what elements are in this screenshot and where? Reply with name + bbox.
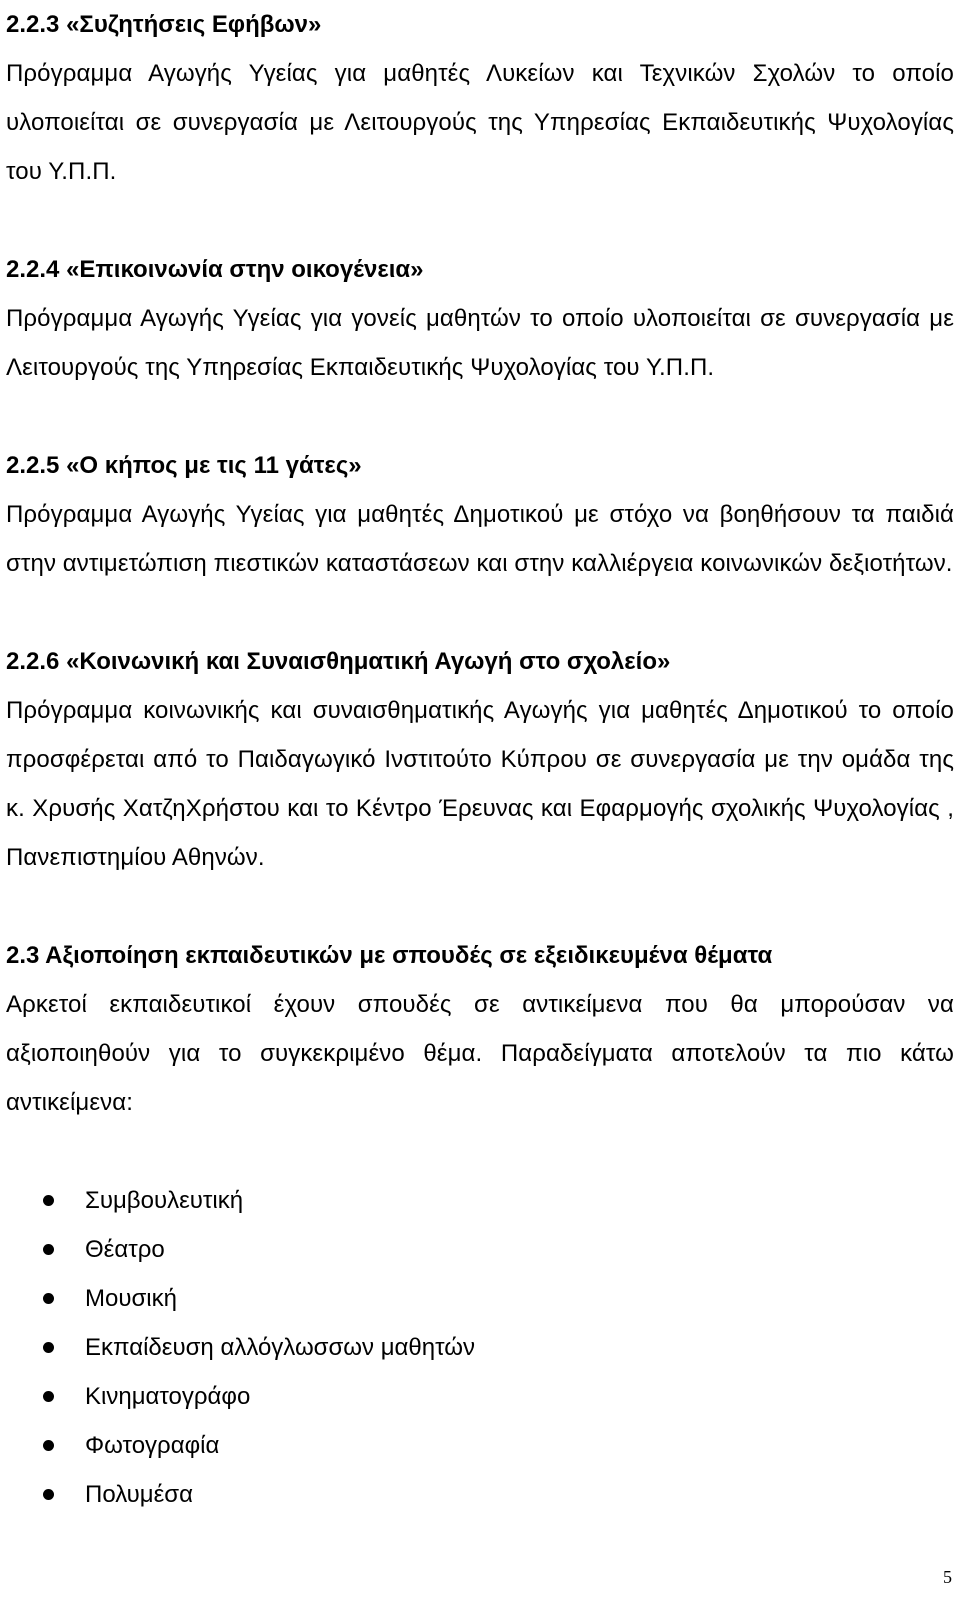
section-heading (6, 0, 954, 49)
section-body: Πρόγραμμα Αγωγής Υγείας για γονείς μαθητών το οποίο υλοποιείται σε συνεργασία με Λειτουργούς της Υπηρεσίας Εκπαιδευτικής Ψυχολογίας του Υ.Π.Π. (6, 305, 954, 381)
section-title: Αξιοποίηση εκπαιδευτικών με σπουδές σε εξειδικευμένα θέματα (45, 942, 773, 969)
section-body: Πρόγραμμα Αγωγής Υγείας για μαθητές Δημοτικού με στόχο να βοηθήσουν τα παιδιά στην αντιμετώπιση πιεστικών καταστάσεων και στην καλλιέργεια κοινωνικών δεξιοτήτων. (6, 501, 954, 577)
spacer (6, 588, 954, 637)
spacer (6, 196, 954, 245)
list-item (6, 1372, 954, 1421)
section-number: 2.2.5 (6, 452, 60, 479)
section-2-2-5 (6, 441, 954, 588)
section-number: 2.2.3 (6, 11, 60, 38)
section-number: 2.3 (6, 942, 40, 969)
bullet-icon (43, 1244, 54, 1255)
bullet-icon (43, 1342, 54, 1353)
list-item-label: Πολυμέσα (85, 1481, 193, 1508)
list-item (6, 1225, 954, 1274)
section-body: Πρόγραμμα κοινωνικής και συναισθηματικής Αγωγής για μαθητές Δημοτικού το οποίο προσφέρεται από το Παιδαγωγικό Ινστιτούτο Κύπρου σε συνεργασία με την ομάδα της κ. Χρυσής ΧατζηΧρήστου και το Κέντρο Έρευνας και Εφαρμογής σχολικής Ψυχολογίας , Πανεπιστημίου Αθηνών. (6, 697, 954, 871)
section-2-2-6 (6, 637, 954, 882)
spacer (6, 882, 954, 931)
section-2-3 (6, 931, 954, 1127)
list-item-label: Μουσική (85, 1285, 177, 1312)
section-heading (6, 637, 954, 686)
list-item (6, 1274, 954, 1323)
list-item-label: Θέατρο (85, 1236, 165, 1263)
page-number: 5 (943, 1567, 952, 1587)
document-page (6, 0, 954, 1519)
section-heading (6, 931, 954, 980)
section-title: «Επικοινωνία στην οικογένεια» (66, 256, 424, 283)
list-item-label: Φωτογραφία (85, 1432, 220, 1459)
section-heading (6, 441, 954, 490)
list-item (6, 1323, 954, 1372)
list-item (6, 1176, 954, 1225)
bullet-icon (43, 1195, 54, 1206)
bullet-icon (43, 1440, 54, 1451)
list-item (6, 1470, 954, 1519)
section-heading (6, 245, 954, 294)
section-body: Αρκετοί εκπαιδευτικοί έχουν σπουδές σε αντικείμενα που θα μπορούσαν να αξιοποιηθούν για το συγκεκριμένο θέμα. Παραδείγματα αποτελούν τα πιο κάτω αντικείμενα: (6, 991, 954, 1116)
list-item-label: Συμβουλευτική (85, 1187, 244, 1214)
bullet-icon (43, 1293, 54, 1304)
section-number: 2.2.6 (6, 648, 60, 675)
section-title: «Ο κήπος με τις 11 γάτες» (66, 452, 362, 479)
section-2-2-3 (6, 0, 954, 196)
section-number: 2.2.4 (6, 256, 60, 283)
spacer (6, 392, 954, 441)
list-item-label: Εκπαίδευση αλλόγλωσσων μαθητών (85, 1334, 475, 1361)
spacer (6, 1127, 954, 1176)
bullet-list (6, 1176, 954, 1519)
list-item-label: Κινηματογράφο (85, 1383, 251, 1410)
list-item (6, 1421, 954, 1470)
bullet-icon (43, 1489, 54, 1500)
section-title: «Συζητήσεις Εφήβων» (66, 11, 322, 38)
bullet-icon (43, 1391, 54, 1402)
section-body: Πρόγραμμα Αγωγής Υγείας για μαθητές Λυκείων και Τεχνικών Σχολών το οποίο υλοποιείται σε συνεργασία με Λειτουργούς της Υπηρεσίας Εκπαιδευτικής Ψυχολογίας του Υ.Π.Π. (6, 60, 954, 185)
section-2-2-4 (6, 245, 954, 392)
section-title: «Κοινωνική και Συναισθηματική Αγωγή στο σχολείο» (66, 648, 671, 675)
